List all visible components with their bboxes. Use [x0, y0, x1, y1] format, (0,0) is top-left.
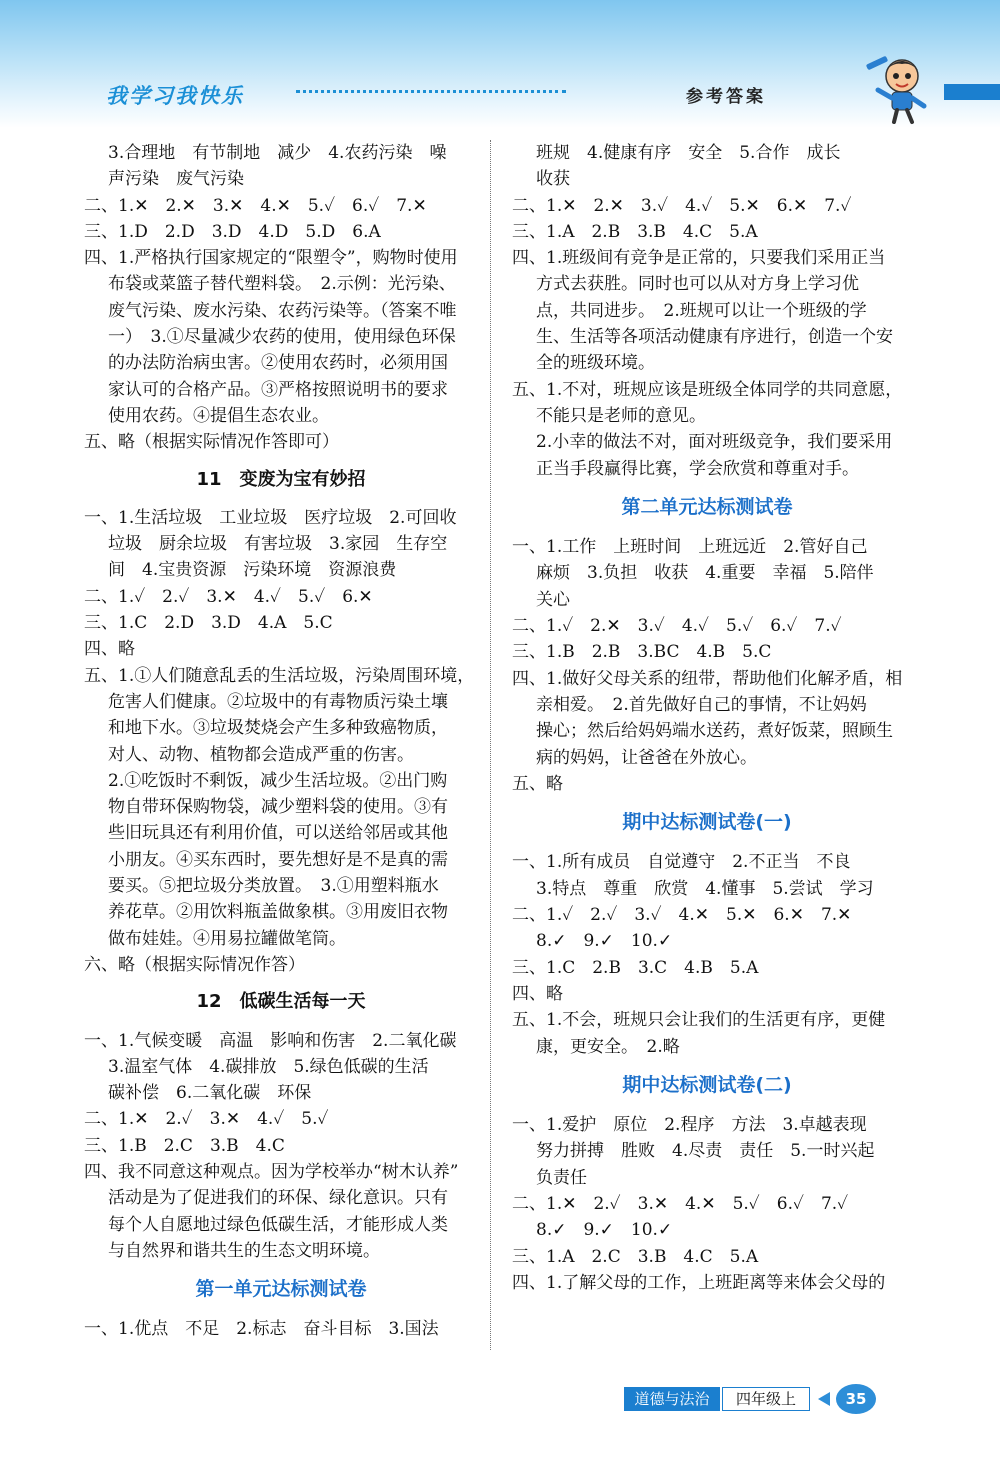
answer-line: 使用农药。④提倡生态农业。 [108, 405, 329, 426]
answer-line: 四、1.做好父母关系的纽带，帮助他们化解矛盾，相 [512, 668, 903, 689]
answer-line: 四、1.班级间有竞争是正常的，只要我们采用正当 [512, 248, 886, 269]
answer-line: 与自然界和谐共生的生态文明环境。 [108, 1240, 380, 1261]
arrow-left-icon [818, 1392, 830, 1406]
answer-line: 五、1.不会，班规只会让我们的生活更有序，更健 [512, 1010, 886, 1031]
answer-line: 8.✓ 9.✓ 10.✓ [536, 931, 673, 952]
answer-line: 四、我不同意这种观点。因为学校举办“树木认养” [84, 1161, 459, 1182]
answer-line: 每个人自愿地过绿色低碳生活，才能形成人类 [108, 1214, 448, 1235]
answer-line: 三、1.C 2.D 3.D 4.A 5.C [84, 613, 333, 634]
cartoon-boy-icon [862, 46, 934, 126]
answer-line: 一、1.工作 上班时间 上班远近 2.管好自己 [512, 537, 868, 558]
answer-line: 做布娃娃。④用易拉罐做笔筒。 [108, 928, 346, 949]
answer-line: 一、1.生活垃圾 工业垃圾 医疗垃圾 2.可回收 [84, 507, 457, 528]
answer-line: 二、1.✓ 2.✕ 3.✓ 4.✓ 5.✓ 6.✓ 7.✓ [512, 616, 842, 637]
answer-line: 间 4.宝贵资源 污染环境 资源浪费 [108, 560, 397, 581]
test-section-heading: 第一单元达标测试卷 [195, 1278, 367, 1301]
answer-line: 五、略 [512, 773, 563, 794]
answer-line: 康，更安全。 2.略 [536, 1036, 680, 1057]
section-heading: 12 低碳生活每一天 [196, 991, 366, 1013]
column-divider [490, 140, 491, 1350]
page-number: 35 [836, 1384, 876, 1414]
answer-line: 2.小幸的做法不对，面对班级竞争，我们要采用 [536, 432, 893, 453]
answer-line: 三、1.D 2.D 3.D 4.D 5.D 6.A [84, 221, 381, 242]
answer-line: 2.①吃饭时不剩饭，减少生活垃圾。②出门购 [108, 770, 448, 791]
answer-line: 的办法防治病虫害。②使用农药时，必须用国 [108, 353, 448, 374]
answer-line: 二、1.✕ 2.✕ 3.✓ 4.✓ 5.✕ 6.✕ 7.✓ [512, 195, 852, 216]
grade-label: 四年级上 [722, 1387, 810, 1411]
answer-column-left [84, 140, 478, 1343]
answer-line: 努力拼搏 胜败 4.尽责 责任 5.一时兴起 [536, 1141, 875, 1162]
answer-line: 和地下水。③垃圾焚烧会产生多种致癌物质， [108, 718, 448, 739]
answer-line: 三、1.A 2.C 3.B 4.C 5.A [512, 1246, 759, 1267]
answer-line: 家认可的合格产品。③严格按照说明书的要求 [108, 379, 448, 400]
answer-line: 病的妈妈，让爸爸在外放心。 [536, 747, 757, 768]
page-title: 参考答案 [686, 87, 766, 107]
answer-line: 8.✓ 9.✓ 10.✓ [536, 1220, 673, 1241]
answer-line: 3.温室气体 4.碳排放 5.绿色低碳的生活 [108, 1056, 429, 1077]
answer-line: 四、略 [84, 639, 135, 660]
answer-line: 五、1.不对，班规应该是班级全体同学的共同意愿， [512, 379, 903, 400]
test-section-heading: 第二单元达标测试卷 [621, 495, 793, 518]
answer-line: 四、1.了解父母的工作，上班距离等来体会父母的 [512, 1272, 886, 1293]
answer-line: 对人、动物、植物都会造成严重的伤害。 [108, 744, 414, 765]
answer-line: 二、1.✓ 2.✓ 3.✓ 4.✕ 5.✕ 6.✕ 7.✕ [512, 905, 852, 926]
answer-line: 养花草。②用饮料瓶盖做象棋。③用废旧衣物 [108, 902, 448, 923]
answer-line: 三、1.B 2.C 3.B 4.C [84, 1135, 285, 1156]
answer-line: 不能只是老师的意见。 [536, 405, 706, 426]
answer-line: 生、生活等各项活动健康有序进行，创造一个安 [536, 327, 893, 348]
answer-line: 要买。⑤把垃圾分类放置。 3.①用塑料瓶水 [108, 876, 439, 897]
answer-line: 物自带环保购物袋，减少塑料袋的使用。③有 [108, 797, 448, 818]
subject-label: 道德与法治 [624, 1387, 720, 1411]
answer-line: 碳补偿 6.二氧化碳 环保 [108, 1083, 312, 1104]
answer-line: 二、1.✕ 2.✓ 3.✕ 4.✕ 5.✓ 6.✓ 7.✓ [512, 1193, 849, 1214]
answer-line: 全的班级环境。 [536, 353, 655, 374]
answer-line: 声污染 废气污染 [108, 169, 244, 190]
answer-line: 三、1.A 2.B 3.B 4.C 5.A [512, 221, 758, 242]
answer-line: 亲相爱。 2.首先做好自己的事情，不让妈妈 [536, 694, 867, 715]
answer-line: 麻烦 3.负担 收获 4.重要 幸福 5.陪伴 [536, 563, 874, 584]
answer-line: 一、1.气候变暖 高温 影响和伤害 2.二氧化碳 [84, 1030, 457, 1051]
header-side-tab [944, 84, 1000, 100]
answer-line: 五、1.①人们随意乱丢的生活垃圾，污染周围环境， [84, 665, 475, 686]
test-section-heading: 期中达标测试卷(一) [622, 811, 792, 834]
answer-line: 垃圾 厨余垃圾 有害垃圾 3.家园 生存空 [108, 534, 448, 555]
answer-line: 收获 [536, 169, 570, 190]
answer-line: 些旧玩具还有利用价值，可以送给邻居或其他 [108, 823, 448, 844]
section-heading: 11 变废为宝有妙招 [196, 468, 366, 490]
answer-column-right [512, 140, 902, 1296]
answer-line: 班规 4.健康有序 安全 5.合作 成长 [536, 143, 841, 163]
answer-line: 一、1.优点 不足 2.标志 奋斗目标 3.国法 [84, 1319, 439, 1340]
answer-line: 操心；然后给妈妈端水送药，煮好饭菜，照顾生 [536, 721, 893, 742]
brand-title: 我学习我快乐 [106, 84, 244, 108]
answer-line: 四、略 [512, 983, 563, 1004]
answer-line: 一） 3.①尽量减少农药的使用，使用绿色环保 [108, 327, 456, 348]
answer-line: 点，共同进步。 2.班规可以让一个班级的学 [536, 300, 867, 321]
answer-line: 小朋友。④买东西时，要先想好是不是真的需 [108, 849, 448, 870]
answer-line: 负责任 [536, 1167, 587, 1188]
answer-line: 五、略（根据实际情况作答即可） [84, 432, 339, 453]
answer-line: 方式去获胜。同时也可以从对方身上学习优 [536, 274, 859, 295]
header-dotted-rule [296, 90, 566, 93]
answer-line: 四、1.严格执行国家规定的“限塑令”，购物时使用 [84, 248, 458, 269]
answer-line: 关心 [536, 589, 570, 610]
answer-line: 正当手段赢得比赛，学会欣赏和尊重对手。 [536, 458, 859, 479]
answer-line: 二、1.✓ 2.✓ 3.✕ 4.✓ 5.✓ 6.✕ [84, 586, 373, 607]
answer-line: 一、1.爱护 原位 2.程序 方法 3.卓越表现 [512, 1115, 867, 1136]
answer-line: 3.合理地 有节制地 减少 4.农药污染 噪 [108, 143, 447, 163]
answer-line: 废气污染、废水污染、农药污染等。（答案不唯 [108, 300, 457, 321]
answer-line: 六、略（根据实际情况作答） [84, 954, 305, 975]
answer-line: 布袋或菜篮子替代塑料袋。 2.示例：光污染、 [108, 274, 456, 295]
answer-line: 三、1.B 2.B 3.BC 4.B 5.C [512, 642, 772, 663]
test-section-heading: 期中达标测试卷(二) [622, 1073, 792, 1096]
answer-line: 3.特点 尊重 欣赏 4.懂事 5.尝试 学习 [536, 878, 874, 899]
answer-line: 二、1.✕ 2.✕ 3.✕ 4.✕ 5.✓ 6.✓ 7.✕ [84, 195, 427, 216]
answer-line: 二、1.✕ 2.✓ 3.✕ 4.✓ 5.✓ [84, 1109, 329, 1130]
answer-line: 一、1.所有成员 自觉遵守 2.不正当 不良 [512, 852, 851, 873]
answer-line: 活动是为了促进我们的环保、绿化意识。只有 [108, 1188, 448, 1209]
answer-line: 危害人们健康。②垃圾中的有毒物质污染土壤 [108, 691, 448, 712]
answer-line: 三、1.C 2.B 3.C 4.B 5.A [512, 957, 759, 978]
